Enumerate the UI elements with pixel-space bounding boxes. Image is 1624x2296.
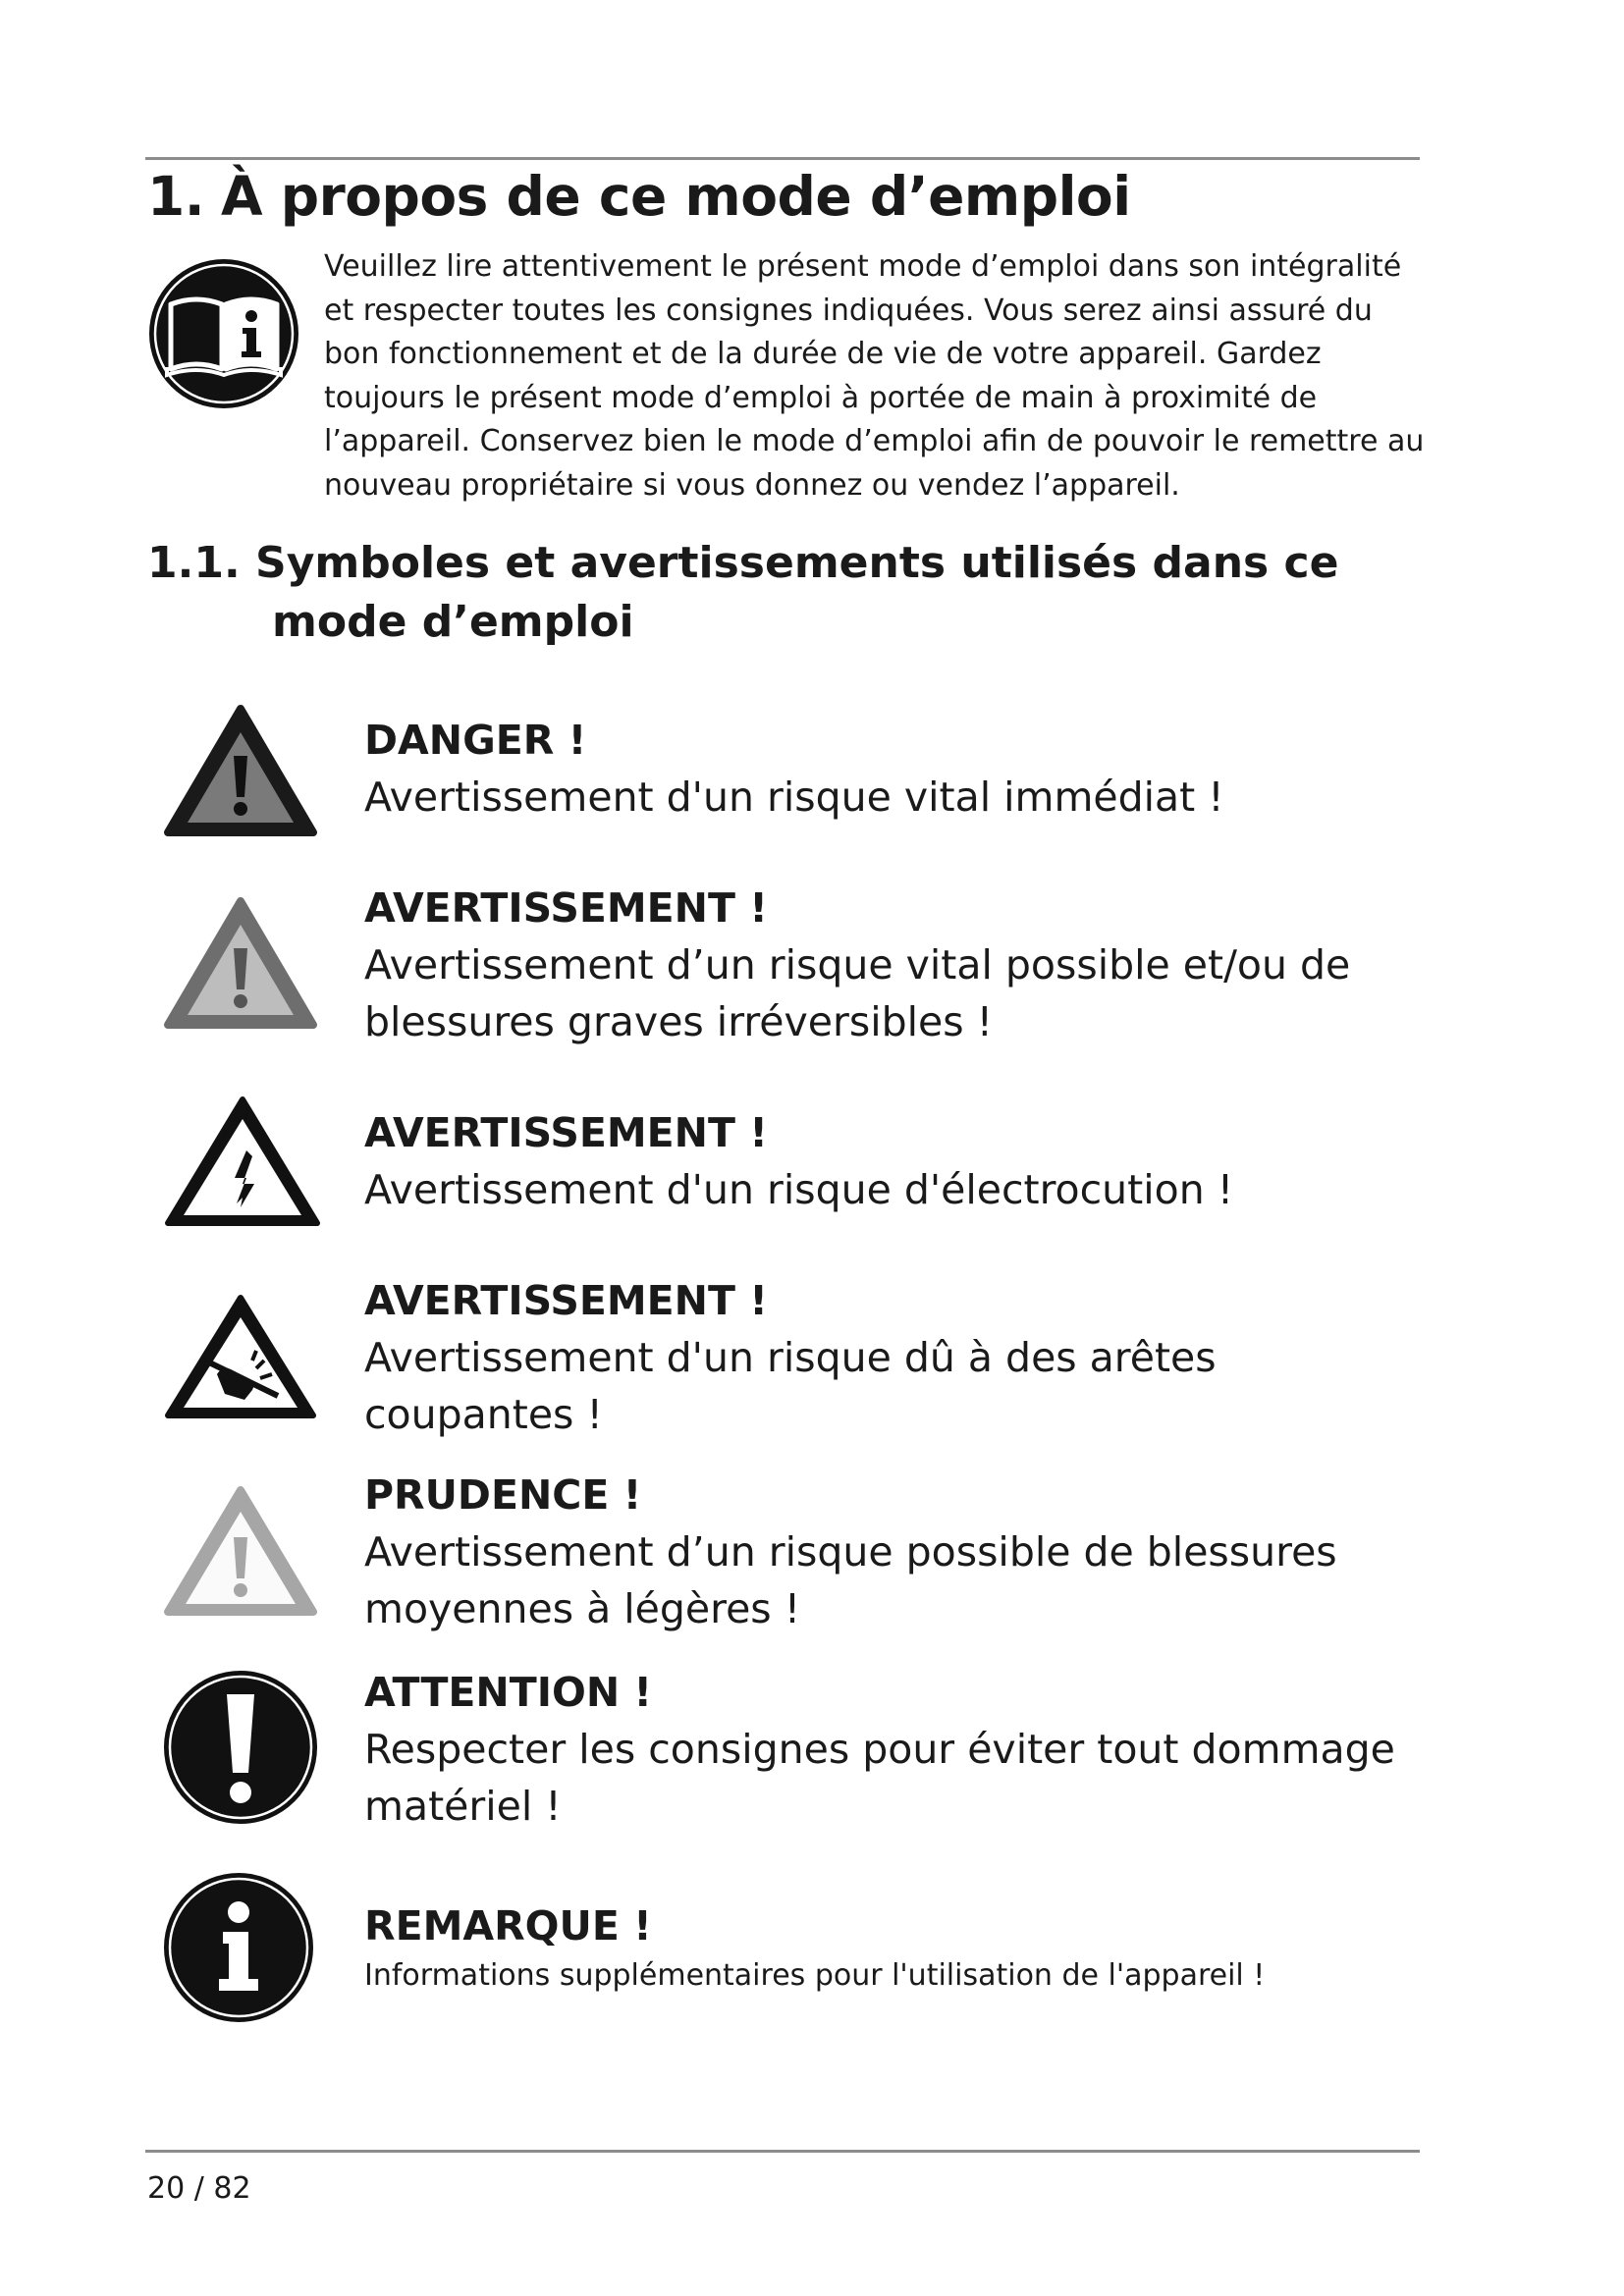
caution-icon (162, 1484, 327, 1620)
symbol-entry-warning (364, 880, 1435, 1050)
subsection-heading (147, 534, 1338, 652)
attention-exclamation-icon (162, 1669, 327, 1826)
symbol-description: Respecter les consignes pour éviter tout dommage matériel ! (364, 1726, 1395, 1830)
symbol-title: AVERTISSEMENT ! (364, 884, 768, 932)
symbol-title: ATTENTION ! (364, 1669, 653, 1716)
bottom-divider (145, 2150, 1420, 2153)
symbol-entry-remarque (364, 1897, 1435, 1998)
symbol-description: Avertissement d’un risque possible de blessures moyennes à légères ! (364, 1528, 1337, 1632)
symbol-entry-electric (364, 1104, 1435, 1218)
section-number: 1. (147, 165, 205, 228)
symbol-title: AVERTISSEMENT ! (364, 1277, 768, 1324)
info-note-icon (162, 1871, 327, 2024)
danger-warning-icon (162, 703, 327, 840)
symbol-entry-danger (364, 712, 1435, 826)
symbol-title: REMARQUE ! (364, 1902, 652, 1949)
intro-paragraph: Veuillez lire attentivement le présent mode d’emploi dans son intégralité et respecter toutes les consignes indiquées. Vous serez ainsi assuré du bon fonctionnement et de la durée de vie de votre appareil. Gardez toujours le présent mode d’emploi à portée de main à proximité de l’appareil. Conservez bien le mode d’emploi afin de pouvoir le remettre au nouveau propriétaire si vous donnez ou vendez l’appareil. (324, 249, 1425, 503)
section-heading (147, 165, 1131, 228)
symbol-description: Avertissement d'un risque dû à des arêtes coupantes ! (364, 1334, 1217, 1438)
symbol-description: Avertissement d'un risque vital immédiat ! (364, 774, 1224, 821)
symbol-title: PRUDENCE ! (364, 1471, 642, 1519)
symbol-description: Informations supplémentaires pour l'utilisation de l'appareil ! (364, 1958, 1266, 1993)
top-divider (145, 157, 1420, 160)
symbol-entry-sharp (364, 1272, 1435, 1443)
symbol-description: Avertissement d’un risque vital possible et/ou de blessures graves irréversibles ! (364, 941, 1351, 1045)
subsection-title-line2: mode d’emploi (272, 597, 634, 647)
subsection-title-line1: Symboles et avertissements utilisés dans ce (255, 538, 1339, 588)
manual-book-icon (147, 257, 300, 410)
symbol-title: DANGER ! (364, 717, 587, 764)
sharp-edges-icon (162, 1292, 327, 1423)
page-number: 20 / 82 (147, 2171, 251, 2206)
symbol-entry-caution (364, 1467, 1435, 1637)
warning-icon (162, 895, 327, 1033)
symbol-title: AVERTISSEMENT ! (364, 1109, 768, 1156)
symbol-entry-attention (364, 1664, 1435, 1835)
section-title: À propos de ce mode d’emploi (221, 165, 1131, 228)
subsection-number: 1.1. (147, 538, 241, 588)
electric-shock-icon (162, 1094, 327, 1231)
symbol-description: Avertissement d'un risque d'électrocution ! (364, 1166, 1234, 1213)
